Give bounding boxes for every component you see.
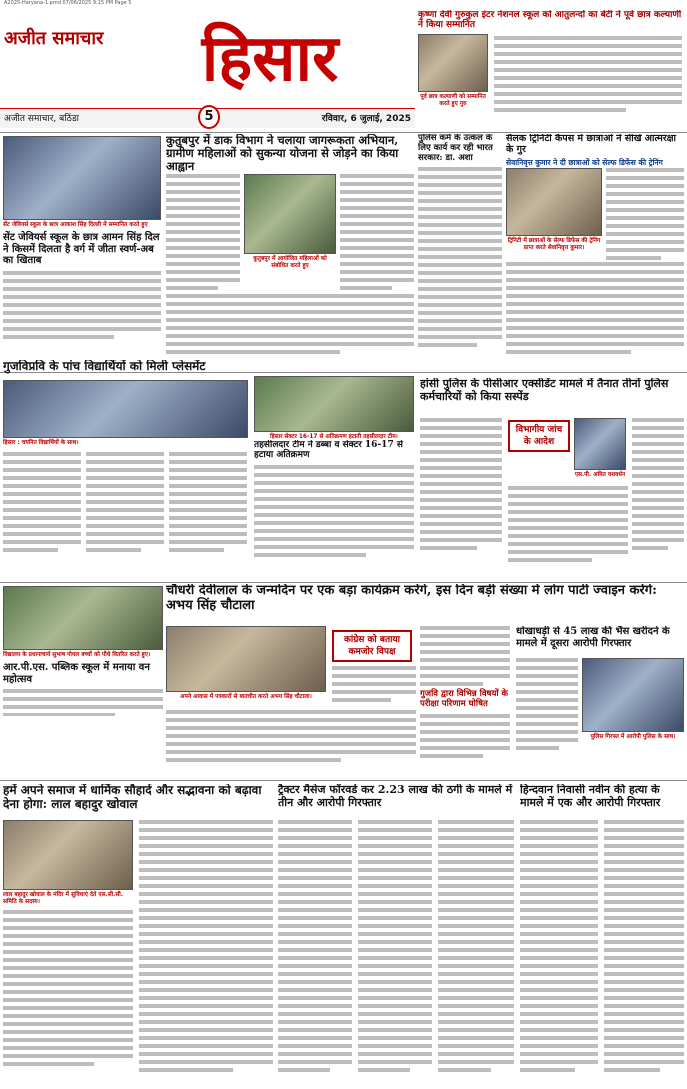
tractor-headline: ट्रैक्टर मैसेज फॉरवर्ड कर 2.23 लाख की ठगी के मामले में तीन और आरोपी गिरफ्तार	[278, 784, 513, 809]
tractor-body-2	[358, 820, 432, 1076]
left-top-body	[3, 271, 161, 339]
issue-date: रविवार, 6 जुलाई, 2025	[321, 114, 411, 124]
newspaper-brand: अजीत समाचार	[4, 28, 104, 49]
right-body-b	[506, 262, 684, 358]
bottom-left-headline: हमें अपने समाज में धार्मिक सौहार्द और सद्भावना को बढ़ावा देना होगा: लाल बहादुर खोवाल	[3, 784, 262, 811]
dhanadi-body	[516, 658, 578, 754]
right-photo	[506, 168, 602, 236]
left-top-photo	[3, 136, 161, 220]
middle-body	[418, 167, 502, 347]
chaudhary-story	[166, 626, 416, 776]
masthead-strip	[0, 108, 415, 128]
page-number: 5	[198, 105, 220, 129]
school-story	[3, 586, 163, 716]
hindwan-headline: हिन्दवान निवासी नवीन की हत्या के मामले में एक और आरोपी गिरफ्तार	[520, 784, 661, 809]
tahsildar-photo	[254, 376, 414, 432]
left-top-caption: सेंट जेवियर्स स्कूल के छात्र आकाश सिंह दिल्ली में सम्मानित करते हुए	[3, 222, 148, 228]
main-body-lower	[166, 294, 414, 358]
top-right-headline: कृष्णा देवी गुरुकुल इंटर नेशनल स्कूल को आतुलन्दों का बेटी ने पूर्व छात्र कल्याणी ने किया सम्मानित	[418, 10, 682, 31]
hansi-story	[420, 378, 684, 578]
gujrat-body-top	[420, 626, 510, 686]
hansi-tag: विभागीय जांच के आदेश	[508, 420, 570, 452]
tractor-body-1	[278, 820, 352, 1076]
bottom-left-caption: लाल बहादुर खोवाल के मंदिर में सुविधाएं देते एस.सी.सी. समिति के सदस्य।	[3, 892, 123, 905]
chaudhary-body	[166, 710, 416, 766]
gujvi-caption: हिसार : चयनित विद्यार्थियों के साथ।	[3, 440, 79, 446]
tractor-body-3	[438, 820, 514, 1076]
hindwan-body-1	[520, 820, 598, 1076]
gujvi-story	[3, 380, 248, 580]
bottom-left-body-b	[3, 910, 133, 1070]
gujrat-body	[420, 714, 510, 758]
tahsildar-headline: तहसीलदार टीम ने डब्बा व सेक्टर 16-17 से हटाया अतिक्रमण	[254, 440, 403, 461]
city-title: हिसार	[201, 21, 339, 96]
right-headline: सैलक ट्रिनिटी कैंपस में छात्राओं ने सीखे आत्मरक्षा के गुर	[506, 134, 677, 155]
chaudhary-headline-box	[166, 584, 684, 624]
top-right-caption: पूर्व छात्र कल्याणी को सम्मानित करते हुए गुरु	[420, 94, 486, 107]
hindwan-story	[520, 784, 684, 1084]
hansi-body-1	[420, 418, 502, 554]
print-slug: A2025-Haryana-1.pmd 07/06/2025 9:15 PM Page 5	[4, 0, 132, 6]
main-photo	[244, 174, 336, 254]
school-body	[3, 689, 163, 716]
masthead	[0, 8, 415, 128]
tahsildar-caption: हिसार सेक्टर 16-17 से अतिक्रमण हटाती तहसीलदार टीम।	[270, 434, 398, 440]
gujrat-headline: गुजवि द्वारा विभिन्न विषयों के परीक्षा परिणाम घोषित	[420, 689, 509, 709]
gujvi-photo	[3, 380, 248, 438]
chaudhary-headline: चौधरी देवीलाल के जन्मदिन पर एक बड़ा कार्यक्रम करेंगे, इस दिन बड़ी संख्या में लोग पार्टी ज्वाइन करेंगे: अभय सिंह चौटाला	[166, 584, 657, 613]
dhanadi-caption: पुलिस गिरफ्त में आरोपी पुलिस के साथ।	[590, 734, 676, 740]
hansi-photo-label: एस.पी. अमित यशवर्धन	[574, 472, 626, 478]
dhanadi-photo	[582, 658, 684, 732]
school-headline: आर.पी.एस. पब्लिक स्कूल में मनाया वन महोत्सव	[3, 662, 150, 685]
dhanadi-story	[516, 626, 684, 776]
divider	[0, 132, 687, 133]
tractor-story	[278, 784, 514, 1084]
bottom-left-story	[3, 784, 273, 1084]
gujvi-headline-box	[3, 360, 248, 378]
main-story	[166, 134, 414, 374]
divider	[0, 582, 687, 583]
hindwan-body-2	[604, 820, 684, 1076]
school-caption: विद्यालय के प्रधानाचार्य सुभाष गोयल बच्चों को पौधे वितरित करते हुए।	[3, 652, 151, 658]
gujvi-body-3	[169, 452, 247, 556]
gujrat-story	[420, 626, 510, 776]
chaudhary-caption: अपने आवास में पत्रकारों से बातचीत करते अभय सिंह चौटाला।	[180, 694, 312, 700]
hansi-body-2	[508, 486, 628, 566]
middle-headline: पुलिस कर्म के उत्कल के लिए कार्य कर रही भारत सरकार: डा. अशा	[418, 134, 493, 163]
hansi-headline: हांसी पुलिस के पीसीआर एक्सीडेंट मामले में तैनात तीनों पुलिस कर्मचारियों को किया सस्पेंड	[420, 378, 669, 403]
right-body-a	[606, 168, 684, 264]
gujvi-body-2	[86, 452, 164, 556]
top-right-story	[418, 10, 684, 130]
hansi-photo	[574, 418, 626, 470]
edition-label: अजीत समाचार, बठिंडा	[4, 114, 79, 124]
left-top-story	[3, 136, 161, 358]
divider	[0, 780, 687, 781]
right-caption: ट्रिनिटी में छात्राओं के सेल्फ डिफेंस की ट्रेनिंग प्राप्त करते सेवानिवृत्त कुमार।	[507, 238, 601, 251]
right-subhead: सेवानिवृत्त कुमार ने दी छात्राओं को सेल्फ डिफेंस की ट्रेनिंग	[506, 157, 663, 167]
left-top-headline: सेंट जेवियर्स स्कूल के छात्र आमन सिंह दिल ने किसमें दिलता है वर्ग में जीता स्वर्ण-अब का खिताब	[3, 232, 160, 266]
main-body-col3	[340, 174, 414, 294]
tahsildar-text	[254, 440, 414, 580]
dhanadi-headline: धोखाधड़ी से 45 लाख की भैंस खरीदने के मामले में दूसरा आरोपी गिरफ्तार	[516, 626, 670, 649]
chaudhary-body-side	[332, 666, 416, 706]
main-body-col1	[166, 174, 240, 294]
gujvi-body-1	[3, 452, 81, 556]
chaudhary-photo	[166, 626, 326, 692]
right-story	[506, 134, 684, 370]
bottom-left-photo	[3, 820, 133, 890]
top-right-body	[494, 36, 682, 116]
gujvi-headline: गुजविप्रवि के पांच विद्यार्थियों को मिली प्लेसमेंट	[3, 360, 206, 373]
top-right-photo	[418, 34, 488, 92]
chaudhary-inset: कांग्रेस को बताया कमजोर विपक्ष	[332, 630, 412, 662]
tahsildar-body	[254, 465, 414, 557]
hansi-body-3	[632, 418, 684, 554]
bottom-left-body-a	[139, 820, 273, 1076]
school-photo	[3, 586, 163, 650]
main-caption: कुतुबपुर में आयोजित महिलाओं को संबोधित करते हुए	[253, 256, 327, 269]
main-headline: कुतुबपुर में डाक विभाग ने चलाया जागरूकता अभियान, ग्रामीण महिलाओं को सुकन्या योजना से जोड़ने का किया आह्वान	[166, 134, 399, 174]
middle-column-story	[418, 134, 502, 370]
